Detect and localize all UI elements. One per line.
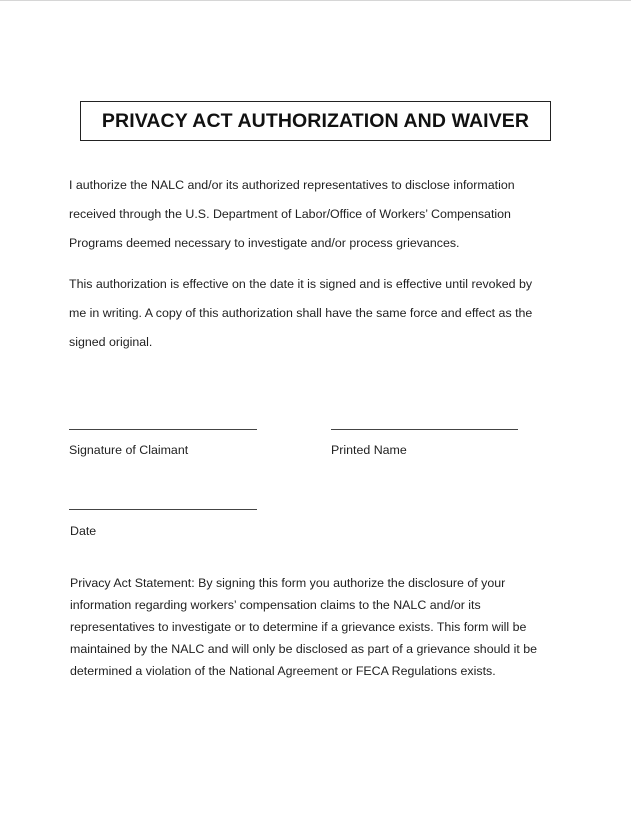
- signature-label: Signature of Claimant: [69, 443, 189, 457]
- statement-line: determined a violation of the National Agreement or FECA Regulations exists.: [70, 664, 496, 678]
- paragraph-line: me in writing. A copy of this authorization shall have the same force and effect as the: [69, 306, 533, 320]
- statement-line: representatives to investigate or to determine if a grievance exists. This form will be: [70, 620, 527, 634]
- title-box: [80, 101, 551, 141]
- paragraph-line: Programs deemed necessary to investigate and/or process grievances.: [69, 236, 460, 250]
- statement-line: maintained by the NALC and will only be disclosed as part of a grievance should it be: [70, 642, 537, 656]
- signature-line[interactable]: [69, 429, 257, 430]
- date-label: Date: [70, 524, 97, 538]
- paragraph-line: signed original.: [69, 335, 153, 349]
- statement-line: Privacy Act Statement: By signing this form you authorize the disclosure of your: [70, 576, 506, 590]
- document-title: PRIVACY ACT AUTHORIZATION AND WAIVER: [101, 109, 530, 132]
- privacy-act-statement: [70, 575, 537, 685]
- printed-name-label: Printed Name: [331, 443, 407, 457]
- statement-line: information regarding workers’ compensation claims to the NALC and/or its: [70, 598, 481, 612]
- paragraph-line: received through the U.S. Department of Labor/Office of Workers’ Compensation: [69, 207, 511, 221]
- date-line[interactable]: [69, 509, 257, 510]
- effective-paragraph: [69, 276, 532, 363]
- printed-name-line[interactable]: [331, 429, 518, 430]
- paragraph-line: This authorization is effective on the date it is signed and is effective until revoked by: [69, 277, 533, 291]
- paragraph-line: I authorize the NALC and/or its authorized representatives to disclose information: [69, 178, 515, 192]
- authorization-paragraph: [69, 177, 515, 264]
